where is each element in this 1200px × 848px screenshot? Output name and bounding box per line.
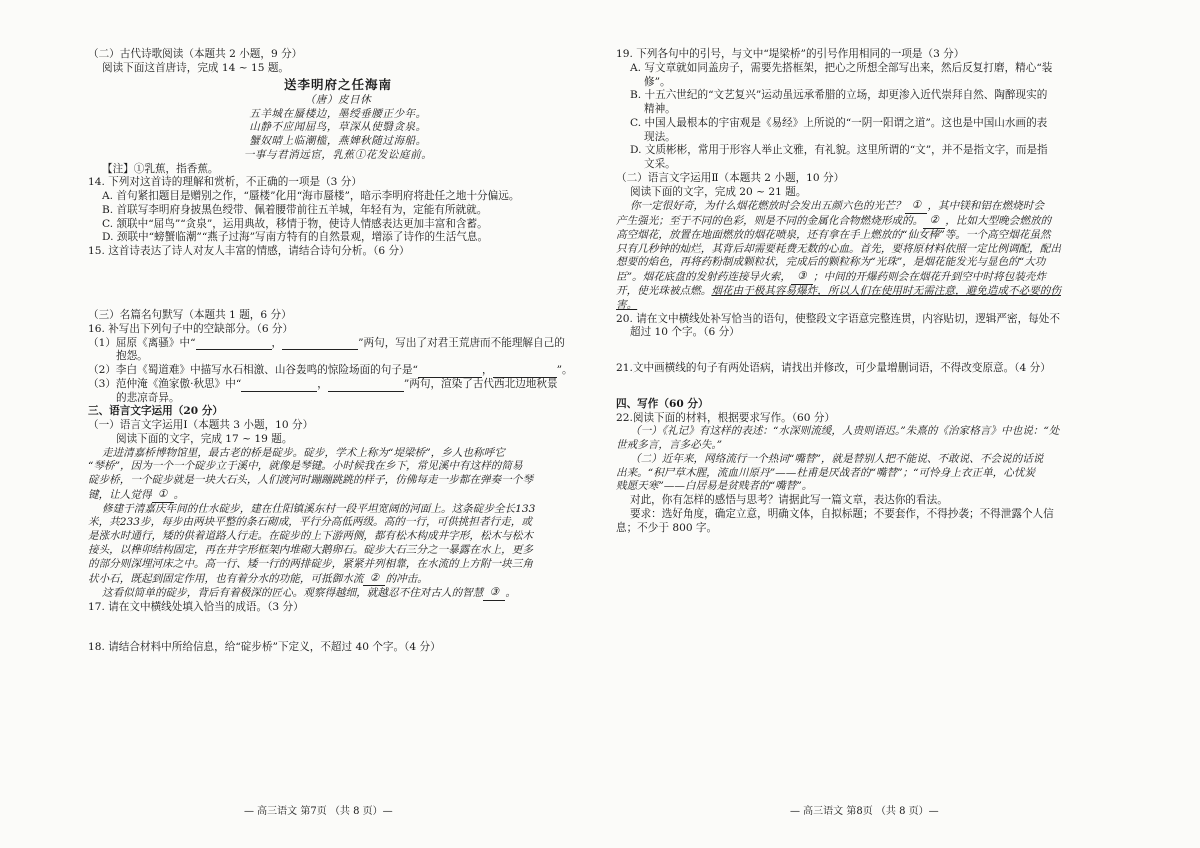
question-14: 14. 下列对这首诗的理解和赏析，不正确的一项是（3 分） — [88, 176, 362, 189]
writing-requirements: 要求：选好角度，确定立意，明确文体，自拟标题；不要套作，不得抄袭；不得泄露个人信 — [630, 507, 1054, 520]
question-16-1-cont: 抱怨。 — [116, 350, 148, 363]
answer-blank[interactable] — [328, 391, 404, 392]
passage-line: 是涨水时通行，矮的供着道路人行走。在碇步的上下游两侧，都有松木构成井字形，松木与松木 — [88, 530, 533, 543]
poem-title: 送李明府之任海南 — [283, 76, 392, 92]
instruction: 阅读下面这首唐诗，完成 14 ~ 15 题。 — [102, 61, 290, 74]
option-b: B. 十五六世纪的“文艺复兴”运动虽远承希腊的立场，却更渗入近代崇拜自然、陶醉现实的 — [630, 89, 1048, 102]
writing-prompt: 对此，你有怎样的感悟与思考？请据此写一篇文章，表达你的看法。 — [630, 494, 948, 507]
answer-blank[interactable] — [282, 349, 358, 350]
poem-line: 一事与君消远宦，乳蕉①花发讼庭前。 — [243, 148, 433, 161]
option-c-cont: 现法。 — [644, 130, 676, 143]
passage-line: 臣”。烟花底盘的发射药连接导火索， ③ ；中间的开爆药则会在烟花升到空中时将包装壳炸 — [616, 270, 1046, 284]
passage-line — [616, 299, 1110, 313]
option-b-cont: 精神。 — [644, 103, 676, 116]
option-d-cont: 文采。 — [644, 158, 676, 171]
passage-line: 的部分则深埋河床之中。高一行、矮一行的两排碇步，紧紧并列相靠，在水流的上方附一块三角 — [88, 557, 533, 570]
passage-line: 高空烟花，放置在地面燃放的烟花喷泉，还有拿在手上燃放的“仙女棒”等。一个高空烟花虽然 — [616, 228, 1051, 241]
blank-marker-2[interactable]: ② — [923, 214, 945, 229]
passage-line: 键，让人觉得 ① 。 — [88, 487, 185, 501]
poem-note: 【注】①乳蕉，指香蕉。 — [102, 162, 219, 175]
question-20: 20. 请在文中横线处补写恰当的语句，使整段文字语意完整连贯，内容贴切，逻辑严密，每处不 — [616, 312, 1060, 325]
material-line: （二）近年来，网络流行一个热词“嘴替”，就是替别人把不能说、不敢说、不会说的话说 — [630, 452, 1044, 465]
material-line: 贱愿天寒”——白居易是贫贱者的“嘴替”。 — [616, 480, 813, 493]
blank-marker-3[interactable]: ③ — [483, 586, 505, 601]
option-a: A. 写文章就如同盖房子，需要先搭框架，把心之所想全部写出来，然后反复打磨，精心“装 — [630, 61, 1053, 74]
option-a-cont: 修”。 — [644, 75, 671, 88]
answer-blank[interactable] — [196, 349, 272, 350]
section-header: 四、写作（60 分） — [616, 397, 709, 410]
question-18: 18. 请结合材料中所给信息，给“碇步桥”下定义，不超过 40 个字。（4 分） — [88, 640, 441, 653]
poem-author: （唐）皮日休 — [304, 93, 372, 106]
passage-line: 这看似简单的碇步，背后有着极深的匠心。观察得越细，就越忍不住对古人的智慧 ③ 。 — [102, 586, 516, 600]
blank-marker-1[interactable]: ① — [905, 199, 927, 214]
option-d: D. 颈联中“螃蟹临潮”“燕子过海”写南方特有的自然景观，增添了诗作的生活气息。 — [102, 231, 489, 244]
material-line: （一）《礼记》有这样的表述：“水深则流缓，人贵则语迟。”朱熹的《治家格言》中也说：“处 — [630, 425, 1060, 438]
section-header: 三、语言文字运用（20 分） — [88, 405, 223, 418]
passage-line: 想要的焰色，再将药粉制成颗粒状，完成后的颗粒称为“光珠”，是烟花能发光与显色的“大功 — [616, 256, 1046, 269]
passage-line: 接头，以榫卯结构固定，再在井字形框架内堆砌大鹅卵石。碇步大石三分之一暴露在水上，更多 — [88, 543, 533, 556]
left-page — [88, 48, 588, 655]
question-19: 19. 下列各句中的引号，与文中“堤梁桥”的引号作用相同的一项是（3 分） — [616, 48, 965, 60]
poem-line: 蟹奴晴上临潮槛，燕婢秋随过海船。 — [249, 135, 427, 148]
question-16-3-cont: 的悲凉奇异。 — [116, 391, 180, 404]
question-16-2: （2）李白《蜀道难》中描写水石相激、山谷轰鸣的惊险场面的句子是“ ， ”。 — [88, 364, 573, 377]
passage-line: 产生强光；至于不同的色彩，则是不同的金属化合物燃烧形成的。 ② ，比如大型晚会燃放的 — [616, 214, 1052, 228]
blank-marker-3[interactable]: ③ — [791, 270, 813, 285]
passage-line: “琴桥”，因为一个一个碇步立于溪中，就像是琴键。小时候我在乡下，常见溪中有这样的简易 — [88, 460, 523, 473]
passage-line: 碇步桥，一个碇步就是一块大石头，人们渡河时蹦蹦跳跳的样子，仿佛每走一步都在弹奏一个琴 — [88, 474, 533, 487]
question-16: 16. 补写出下列句子中的空缺部分。（6 分） — [88, 322, 294, 335]
option-c: C. 颔联中“屈鸟”“贪泉”，运用典故，移情于物，使诗人情感表达更加丰富和含蓄。 — [102, 217, 488, 230]
page-footer: — 高三语文 第8页 （共 8 页）— — [790, 806, 939, 817]
question-21: 21.文中画横线的句子有两处语病，请找出并修改，可少量增删词语，不得改变原意。（4 分） — [616, 362, 1051, 375]
question-16-3: （3）范仲淹《渔家傲·秋思》中“ ， ”两句，渲染了古代西北边地秋景 — [88, 377, 558, 390]
section-header: （二）语言文字运用Ⅱ（本题共 2 小题，10 分） — [616, 171, 845, 184]
blank-marker-2[interactable]: ② — [363, 572, 385, 587]
passage-line: 开，使光珠被点燃。烟花由于极其容易爆炸，所以人们在使用时无需注意，避免造成不必要的伤 — [616, 285, 1061, 298]
answer-blank[interactable] — [241, 391, 317, 392]
section-header: （一）语言文字运用Ⅰ（本题共 3 小题，10 分） — [88, 419, 314, 432]
question-20-cont: 超过 10 个字。（6 分） — [630, 326, 740, 339]
passage-line: 米，共233步，每步由两块平整的条石砌成，平行分高低两级。高的一行，可供挑担者行走，或 — [88, 516, 532, 529]
question-16-1: （1）屈原《离骚》中“ ， ”两句，写出了对君王荒唐而不能理解自己的 — [88, 336, 565, 349]
passage-line: 走进清嘉桥博物馆里，最古老的桥是碇步。碇步，学术上称为“堤梁桥”，乡人也称呼它 — [102, 446, 505, 459]
option-a: A. 首句紧扣题目是赠别之作，“蜃楼”化用“海市蜃楼”，暗示李明府将赴任之地十分偏远。 — [102, 190, 520, 203]
question-17: 17. 请在文中横线处填入恰当的成语。（3 分） — [88, 601, 304, 614]
page-footer: — 高三语文 第7页 （共 8 页）— — [244, 806, 393, 817]
option-c: C. 中国人最根本的宇宙观是《易经》上所说的“一阴一阳谓之道”。这也是中国山水画的表 — [630, 116, 1048, 129]
passage-line: 状小石，既起到固定作用，也有着分水的功能，可抵御水流 ② 的冲击。 — [88, 571, 428, 585]
section-header: （三）名篇名句默写（本题共 1 题，6 分） — [88, 308, 292, 321]
question-22: 22.阅读下面的材料，根据要求写作。（60 分） — [616, 411, 836, 424]
instruction: 阅读下面的文字，完成 20 ~ 21 题。 — [630, 185, 807, 198]
material-line: 出来。“积尸草木腥，流血川原丹”——杜甫是厌战者的“嘴替”；“可怜身上衣正单，心忧炭 — [616, 466, 1036, 479]
material-line: 世戒多言，言多必失。” — [616, 439, 723, 452]
section-header: （二）古代诗歌阅读（本题共 2 小题，9 分） — [88, 48, 303, 60]
blank-marker-1[interactable]: ① — [152, 488, 174, 503]
underlined-sentence-cont: 害。 — [616, 298, 638, 311]
option-b: B. 首联写李明府身披黑色绶带、佩着腰带前往五羊城，年轻有为，定能有所就就。 — [102, 203, 488, 216]
underlined-sentence: 烟花由于极其容易爆炸，所以人们在使用时无需注意，避免造成不必要的伤 — [711, 285, 1061, 298]
option-d: D. 文质彬彬，常用于形容人举止文雅，有礼貌。这里所谓的“文”，并不是指文字，而是指 — [630, 144, 1048, 157]
passage-line: 你一定很好奇，为什么烟花燃放时会发出五颜六色的光芒？ ① ，其中镁和铝在燃烧时会 — [630, 199, 1044, 213]
writing-requirements-cont: 息；不少于 800 字。 — [616, 521, 718, 534]
passage-line: 修建于清嘉庆年间的仕水碇步，建在仕阳镇溪东村一段平坦宽阔的河面上。这条碇步全长133 — [102, 502, 536, 515]
instruction: 阅读下面的文字，完成 17 ~ 19 题。 — [116, 432, 293, 445]
poem-line: 五羊城在蜃楼边，墨绶垂腰正少年。 — [249, 107, 427, 120]
question-15: 15. 这首诗表达了诗人对友人丰富的情感，请结合诗句分析。（6 分） — [88, 245, 410, 258]
poem-line: 山静不应闻屈鸟，草深从使翳贪泉。 — [249, 121, 427, 134]
right-page — [616, 48, 1110, 536]
passage-line: 只有几秒钟的灿烂，其背后却需要耗费无数的心血。首先，要将原材料依照一定比例调配，配出 — [616, 242, 1061, 255]
